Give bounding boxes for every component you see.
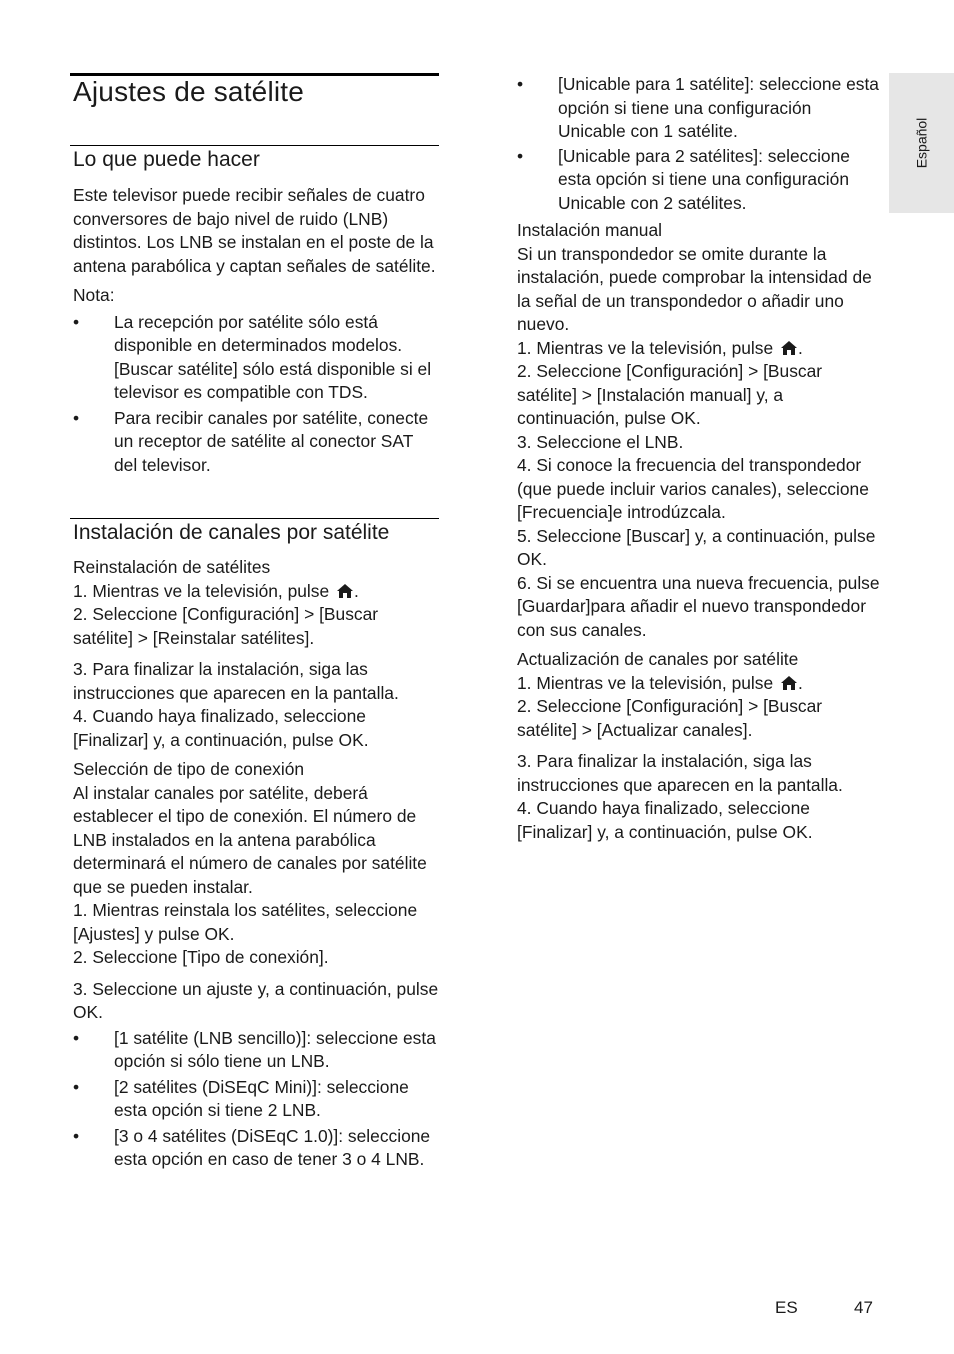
list-item: • Para recibir canales por satélite, conecte un receptor de satélite al conector SAT del televisor. — [73, 407, 439, 478]
subheading-instalacion-manual: Instalación manual — [517, 220, 663, 240]
language-tab — [889, 73, 954, 213]
intro-paragraph: Este televisor puede recibir señales de cuatro conversores de bajo nivel de ruido (LNB) distintos. Los LNB se instalan en el poste de la antena parabólica y captan señales de satélite. — [73, 185, 436, 276]
step-text: 1. Mientras ve la televisión, pulse . — [517, 337, 803, 358]
subheading-reinstalacion: Reinstalación de satélites — [73, 557, 271, 577]
home-icon — [780, 340, 798, 356]
list-item: • [Unicable para 2 satélites]: seleccione esta opción si tiene una configuración Unicable con 2 satélites. — [517, 145, 883, 216]
heading-instalacion-canales: Instalación de canales por satélite — [73, 521, 390, 544]
step-text: 3. Seleccione el LNB. — [517, 431, 684, 452]
connection-options-list — [73, 1027, 439, 1172]
step-text: 6. Si se encuentra una nueva frecuencia, pulse [Guardar]para añadir el nuevo transpondedor con sus canales. — [517, 572, 880, 640]
step-text: 4. Si conoce la frecuencia del transpondedor (que puede incluir varios canales), seleccione [Frecuencia]e introdúzcala. — [517, 455, 869, 522]
step-text: 1. Mientras ve la televisión, pulse . — [517, 672, 803, 693]
right-column — [517, 73, 883, 844]
step-text: 4. Cuando haya finalizado, seleccione [Finalizar] y, a continuación, pulse OK. — [517, 798, 813, 842]
list-item: • [3 o 4 satélites (DiSEqC 1.0)]: seleccione esta opción en caso de tener 3 o 4 LNB. — [73, 1125, 439, 1172]
subheading-actualizacion: Actualización de canales por satélite — [517, 649, 799, 669]
section-instalacion — [73, 556, 439, 1172]
nota-list — [73, 311, 439, 478]
seleccion-intro: Al instalar canales por satélite, deberá establecer el tipo de conexión. El número de LNB instalados en la antena parabólica determinará el número de canales por satélite que se pueden instalar. — [73, 782, 427, 897]
list-item: • [2 satélites (DiSEqC Mini)]: seleccione esta opción si tiene 2 LNB. — [73, 1076, 439, 1123]
option-label: [Buscar satélite] — [114, 358, 238, 379]
step-text: 2. Seleccione [Configuración] > [Buscar satélite] > [Instalación manual] y, a continuación, pulse OK. — [517, 361, 823, 428]
step-text: 4. Cuando haya finalizado, seleccione [Finalizar] y, a continuación, pulse OK. — [73, 706, 369, 750]
language-tab-label: Español — [913, 117, 930, 169]
home-icon — [336, 583, 354, 599]
footer-language: ES — [775, 1298, 798, 1317]
manual-intro: Si un transpondedor se omite durante la instalación, puede comprobar la intensidad de la señal de un transpondedor o añadir uno nuevo. — [517, 243, 872, 334]
step-text: 1. Mientras reinstala los satélites, seleccione [Ajustes] y pulse OK. — [73, 900, 418, 944]
step-text: 2. Seleccione [Configuración] > [Buscar satélite] > [Actualizar canales]. — [517, 696, 823, 740]
step-text: 3. Para finalizar la instalación, siga las instrucciones que aparecen en la pantalla. — [517, 751, 843, 795]
section-rule — [70, 518, 439, 519]
page-number: 47 — [854, 1298, 873, 1317]
heading-lo-que-puede-hacer: Lo que puede hacer — [73, 148, 260, 171]
home-icon — [780, 675, 798, 691]
step-text: 3. Seleccione un ajuste y, a continuación, pulse OK. — [73, 978, 439, 1022]
section-lo-que-puede-hacer — [73, 184, 439, 477]
step-text: 5. Seleccione [Buscar] y, a continuación, pulse OK. — [517, 525, 876, 569]
step-text: 3. Para finalizar la instalación, siga las instrucciones que aparecen en la pantalla. — [73, 659, 399, 703]
step-text: 2. Seleccione [Tipo de conexión]. — [73, 947, 329, 967]
page-title: Ajustes de satélite — [73, 76, 305, 107]
nota-label: Nota: — [73, 285, 115, 305]
step-text: 1. Mientras ve la televisión, pulse . — [73, 580, 359, 601]
list-item: • [Unicable para 1 satélite]: seleccione esta opción si tiene una configuración Unicable con 1 satélite. — [517, 73, 883, 144]
list-item: • [1 satélite (LNB sencillo)]: seleccione esta opción si sólo tiene un LNB. — [73, 1027, 439, 1074]
section-rule — [70, 145, 439, 146]
list-item: • La recepción por satélite sólo está disponible en determinados modelos. [Buscar satélite] sólo está disponible si el televisor es compatible con TDS. — [73, 311, 439, 405]
step-text: 2. Seleccione [Configuración] > [Buscar satélite] > [Reinstalar satélites]. — [73, 604, 379, 648]
subheading-seleccion: Selección de tipo de conexión — [73, 759, 305, 779]
unicable-options-list — [517, 73, 883, 215]
